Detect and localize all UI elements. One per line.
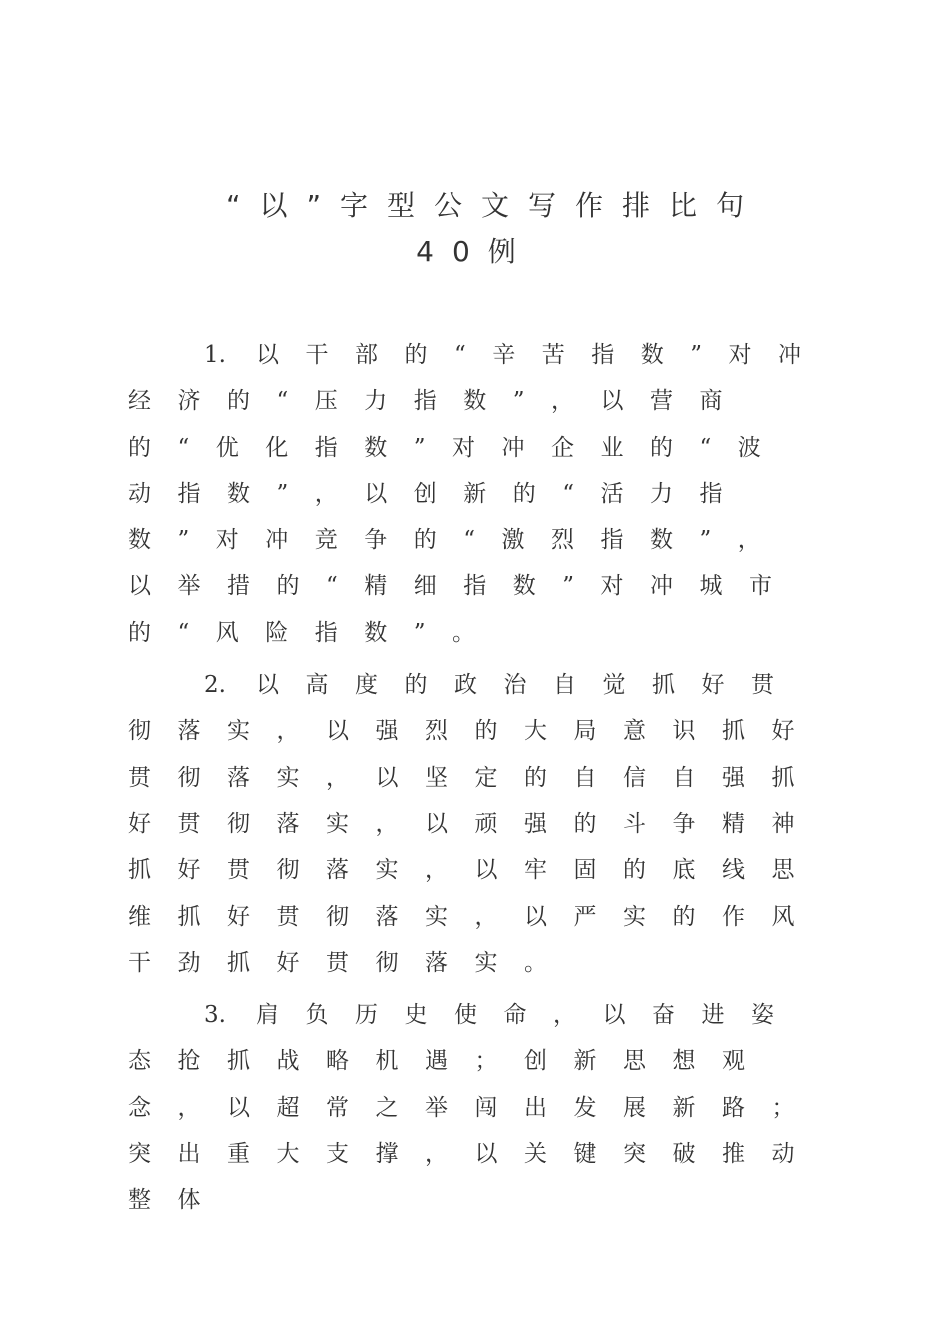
document-title: “以”字型公文写作排比句 — [226, 189, 764, 222]
paragraph-number: 3. — [204, 1002, 226, 1029]
paragraph-number: 1. — [204, 342, 226, 368]
paragraph-text: 以高度的政治自觉抓好贯彻落实，以强烈的大局意识抓好贯彻落实，以坚定的自信自强抓好贯彻落实，以顽强的斗争精神抓好贯彻落实，以牢固的底线思维抓好贯彻落实，以严实的作风干劲抓好贯彻落实。 — [128, 672, 821, 976]
paragraph-1 — [128, 332, 828, 656]
paragraph-number: 2. — [204, 672, 226, 699]
paragraph-3 — [128, 992, 828, 1223]
document-body — [128, 332, 828, 1230]
document-title-count: 40例 — [416, 235, 534, 268]
paragraph-2 — [128, 662, 828, 986]
paragraph-text: 以干部的“辛苦指数”对冲经济的“压力指数”，以营商的“优化指数”对冲企业的“波动指数”，以创新的“活力指数”对冲竞争的“激烈指数”，以举措的“精细指数”对冲城市的“风险指数”。 — [128, 342, 828, 646]
paragraph-text: 肩负历史使命，以奋进姿态抢抓战略机遇；创新思想观念，以超常之举闯出发展新路；突出重大支撑，以关键突破推动整体 — [128, 1002, 821, 1214]
